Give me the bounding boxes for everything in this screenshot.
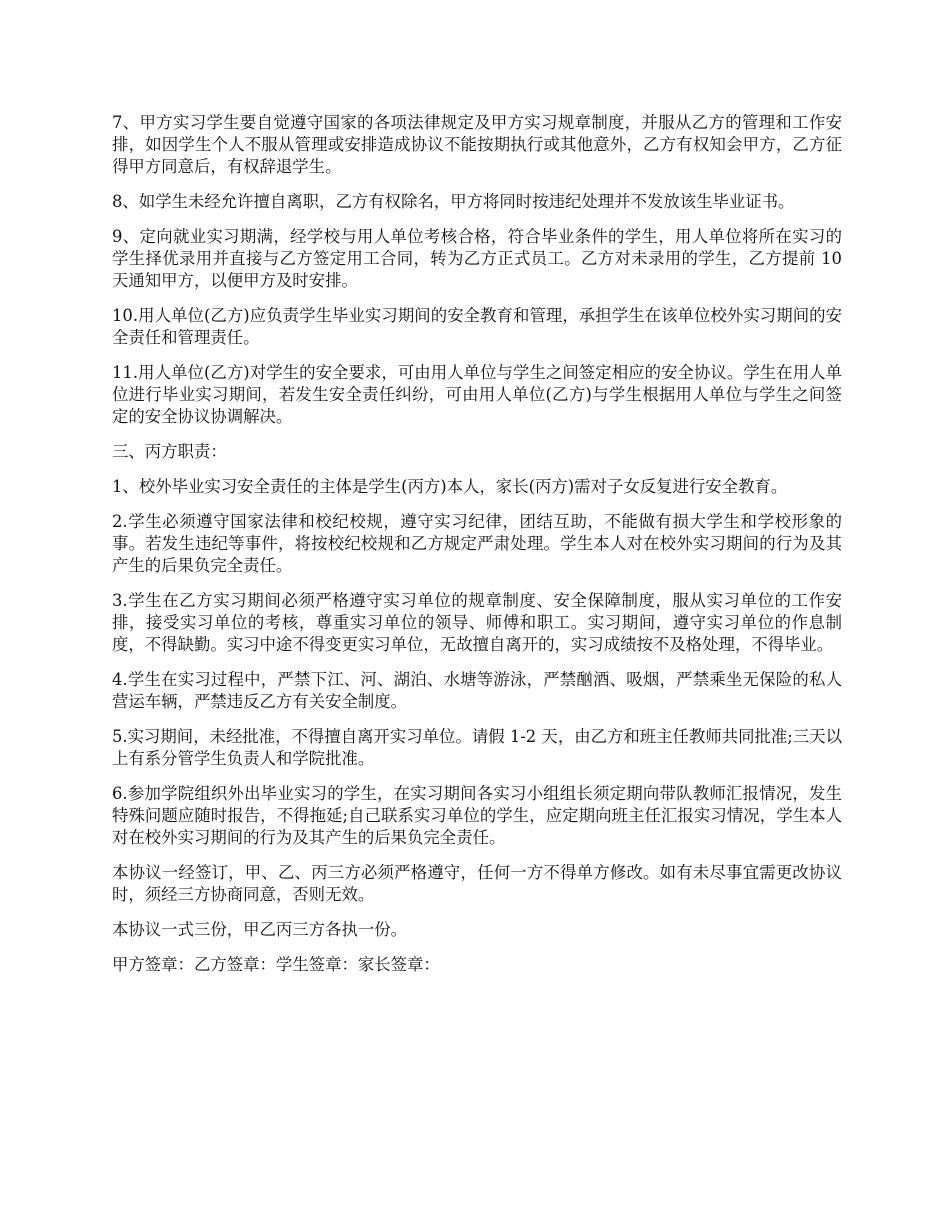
agreement-validity-paragraph: 本协议一经签订，甲、乙、丙三方必须严格遵守，任何一方不得单方修改。如有未尽事宜需更改协议时，须经三方协商同意，否则无效。 <box>112 863 842 904</box>
party-c-clause-5-paragraph: 5.实习期间，未经批准，不得擅自离开实习单位。请假 1-2 天，由乙方和班主任教师共同批准;三天以上有系分管学生负责人和学院批准。 <box>112 727 842 768</box>
party-c-clause-3-paragraph: 3.学生在乙方实习期间必须严格遵守实习单位的规章制度、安全保障制度，服从实习单位的工作安排，接受实习单位的考核，尊重实习单位的领导、师傅和职工。实习期间，遵守实习单位的作息制度，不得缺勤。实习中途不得变更实习单位，无故擅自离开的，实习成绩按不及格处理，不得毕业。 <box>112 591 842 654</box>
document-page <box>112 112 842 989</box>
clause-11-paragraph: 11.用人单位(乙方)对学生的安全要求，可由用人单位与学生之间签定相应的安全协议。学生在用人单位进行毕业实习期间，若发生安全责任纠纷，可由用人单位(乙方)与学生根据用人单位与学生之间签定的安全协议协调解决。 <box>112 363 842 426</box>
clause-10-paragraph: 10.用人单位(乙方)应负责学生毕业实习期间的安全教育和管理，承担学生在该单位校外实习期间的安全责任和管理责任。 <box>112 306 842 347</box>
party-c-clause-1-paragraph: 1、校外毕业实习安全责任的主体是学生(丙方)本人，家长(丙方)需对子女反复进行安全教育。 <box>112 477 788 496</box>
party-c-clause-4-paragraph: 4.学生在实习过程中，严禁下江、河、湖泊、水塘等游泳，严禁酗酒、吸烟，严禁乘坐无保险的私人营运车辆，严禁违反乙方有关安全制度。 <box>112 670 842 711</box>
signature-line: 甲方签章：乙方签章：学生签章：家长签章： <box>112 955 440 974</box>
copies-paragraph: 本协议一式三份，甲乙丙三方各执一份。 <box>112 920 408 939</box>
party-c-clause-2-paragraph: 2.学生必须遵守国家法律和校纪校规，遵守实习纪律，团结互助，不能做有损大学生和学校形象的事。若发生违纪等事件，将按校纪校规和乙方规定严肃处理。学生本人对在校外实习期间的行为及其产生的后果负完全责任。 <box>112 512 842 575</box>
clause-8-paragraph: 8、如学生未经允许擅自离职，乙方有权除名，甲方将同时按违纪处理并不发放该生毕业证书。 <box>112 192 795 211</box>
section-heading-party-c: 三、丙方职责： <box>112 442 227 461</box>
clause-7-paragraph: 7、甲方实习学生要自觉遵守国家的各项法律规定及甲方实习规章制度，并服从乙方的管理和工作安排，如因学生个人不服从管理或安排造成协议不能按期执行或其他意外，乙方有权知会甲方，乙方征得甲方同意后，有权辞退学生。 <box>112 113 842 176</box>
party-c-clause-6-paragraph: 6.参加学院组织外出毕业实习的学生，在实习期间各实习小组组长须定期向带队教师汇报情况，发生特殊问题应随时报告，不得拖延;自己联系实习单位的学生，应定期向班主任汇报实习情况，学生本人对在校外实习期间的行为及其产生的后果负完全责任。 <box>112 784 842 847</box>
clause-9-paragraph: 9、定向就业实习期满，经学校与用人单位考核合格，符合毕业条件的学生，用人单位将所在实习的学生择优录用并直接与乙方签定用工合同，转为乙方正式员工。乙方对未录用的学生，乙方提前 10 天通知甲方，以便甲方及时安排。 <box>112 227 842 290</box>
